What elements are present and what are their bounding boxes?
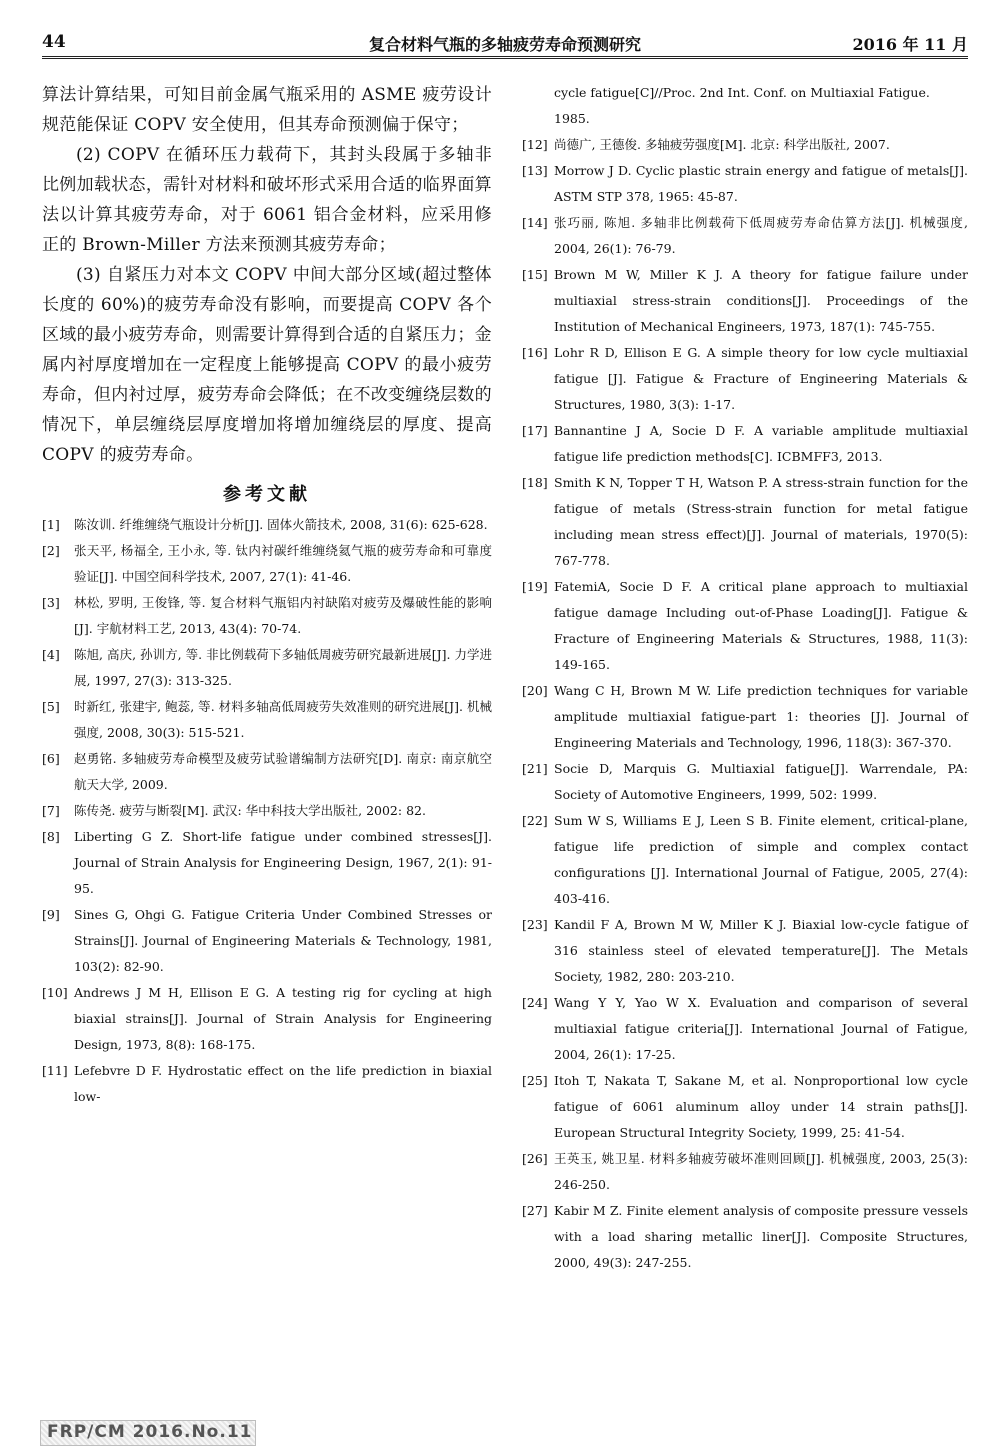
- reference-item: [42, 512, 492, 538]
- running-header: [42, 30, 968, 59]
- reference-number: [11]: [42, 1063, 68, 1078]
- reference-number: [7]: [42, 803, 60, 818]
- reference-text: Kandil F A, Brown M W, Miller K J. Biaxial low-cycle fatigue of 316 stainless steel of elevated temperature[J]. The Metals Society, 1982, 280: 203-210.: [554, 917, 968, 984]
- reference-item: [42, 642, 492, 694]
- reference-item: [522, 756, 968, 808]
- reference-text: 林松, 罗明, 王俊锋, 等. 复合材料气瓶铝内衬缺陷对疲劳及爆破性能的影响[J]. 宇航材料工艺, 2013, 43(4): 70-74.: [74, 595, 492, 636]
- reference-item: [42, 538, 492, 590]
- reference-item: [42, 694, 492, 746]
- reference-number: [1]: [42, 517, 60, 532]
- reference-number: [6]: [42, 751, 60, 766]
- references-list-left: [42, 512, 492, 1110]
- reference-item: [522, 262, 968, 340]
- reference-item: [522, 574, 968, 678]
- page-number: 44: [42, 32, 66, 52]
- reference-text: 张天平, 杨福全, 王小永, 等. 钛内衬碳纤维缠绕氦气瓶的疲劳寿命和可靠度验证[J]. 中国空间科学技术, 2007, 27(1): 41-46.: [74, 543, 492, 584]
- reference-item: [522, 912, 968, 990]
- reference-text: Sum W S, Williams E J, Leen S B. Finite element, critical-plane, fatigue life prediction of simple and complex contact configurations [J]. International Journal of Fatigue, 2005, 27(4): 403-416.: [554, 813, 968, 906]
- reference-number: [15]: [522, 267, 548, 282]
- reference-number: [9]: [42, 907, 60, 922]
- reference-text: 时新红, 张建宇, 鲍蕊, 等. 材料多轴高低周疲劳失效准则的研究进展[J]. 机械强度, 2008, 30(3): 515-521.: [74, 699, 492, 740]
- reference-text: 陈旭, 高庆, 孙训方, 等. 非比例载荷下多轴低周疲劳研究最新进展[J]. 力学进展, 1997, 27(3): 313-325.: [74, 647, 492, 688]
- reference-number: [12]: [522, 137, 548, 152]
- reference-text: Itoh T, Nakata T, Sakane M, et al. Nonproportional low cycle fatigue of 6061 aluminum alloy under 14 strain paths[J]. European Structural Integrity Society, 1999, 25: 41-54.: [554, 1073, 968, 1140]
- reference-number: [3]: [42, 595, 60, 610]
- reference-number: [18]: [522, 475, 548, 490]
- reference-item: [42, 798, 492, 824]
- reference-text: Wang C H, Brown M W. Life prediction techniques for variable amplitude multiaxial fatigue-part 1: theories [J]. Journal of Engineering Materials and Technology, 1996, 118(3): 367-370.: [554, 683, 968, 750]
- reference-item: [42, 824, 492, 902]
- reference-continuation: cycle fatigue[C]//Proc. 2nd Int. Conf. on Multiaxial Fatigue. 1985.: [554, 85, 930, 126]
- reference-item: [42, 746, 492, 798]
- references-list-right: [522, 132, 968, 1276]
- reference-number: [13]: [522, 163, 548, 178]
- reference-text: Kabir M Z. Finite element analysis of composite pressure vessels with a load sharing metallic liner[J]. Composite Structures, 2000, 49(3): 247-255.: [554, 1203, 968, 1270]
- reference-number: [21]: [522, 761, 548, 776]
- reference-item: [42, 980, 492, 1058]
- issue-date: 2016 年 11 月: [852, 35, 968, 54]
- reference-text: Socie D, Marquis G. Multiaxial fatigue[J]. Warrendale, PA: Society of Automotive Engineers, 1999, 502: 1999.: [554, 761, 968, 802]
- reference-number: [22]: [522, 813, 548, 828]
- conclusion-paragraph-2: (2) COPV 在循环压力载荷下，其封头段属于多轴非比例加载状态，需针对材料和破坏形式采用合适的临界面算法以计算其疲劳寿命，对于 6061 铝合金材料，应采用修正的 Brown-Miller 方法来预测其疲劳寿命；: [42, 145, 492, 255]
- reference-item: [42, 590, 492, 642]
- journal-footer-text: FRP/CM 2016.No.11: [47, 1422, 253, 1442]
- references-heading: 参考文献: [223, 484, 311, 505]
- reference-text: 赵勇铭. 多轴疲劳寿命模型及疲劳试验谱编制方法研究[D]. 南京: 南京航空航天大学, 2009.: [74, 751, 492, 792]
- reference-number: [24]: [522, 995, 548, 1010]
- reference-text: 陈汝训. 纤维缠绕气瓶设计分析[J]. 固体火箭技术, 2008, 31(6): 625-628.: [74, 517, 488, 532]
- reference-number: [10]: [42, 985, 68, 1000]
- reference-text: 陈传尧. 疲劳与断裂[M]. 武汉: 华中科技大学出版社, 2002: 82.: [74, 803, 426, 818]
- right-column: [522, 80, 968, 1276]
- reference-number: [19]: [522, 579, 548, 594]
- reference-item: [522, 1068, 968, 1146]
- reference-text: 张巧丽, 陈旭. 多轴非比例载荷下低周疲劳寿命估算方法[J]. 机械强度, 2004, 26(1): 76-79.: [554, 215, 968, 256]
- reference-text: Andrews J M H, Ellison E G. A testing rig for cycling at high biaxial strains[J]. Journal of Strain Analysis for Engineering Design, 1973, 8(8): 168-175.: [74, 985, 492, 1052]
- reference-text: Lohr R D, Ellison E G. A simple theory for low cycle multiaxial fatigue [J]. Fatigue & Fracture of Engineering Materials & Structures, 1980, 3(3): 1-17.: [554, 345, 968, 412]
- reference-text: Bannantine J A, Socie D F. A variable amplitude multiaxial fatigue life prediction methods[C]. ICBMFF3, 2013.: [554, 423, 968, 464]
- reference-number: [17]: [522, 423, 548, 438]
- reference-number: [20]: [522, 683, 548, 698]
- reference-item: [42, 902, 492, 980]
- reference-item: [522, 210, 968, 262]
- conclusion-paragraph-3: (3) 自紧压力对本文 COPV 中间大部分区域(超过整体长度的 60%)的疲劳寿命没有影响，而要提高 COPV 各个区域的最小疲劳寿命，则需要计算得到合适的自紧压力；金属内衬厚度增加在一定程度上能够提高 COPV 的最小疲劳寿命，但内衬过厚，疲劳寿命会降低；在不改变缠绕层数的情况下，单层缠绕层厚度增加将增加缠绕层的厚度、提高 COPV 的疲劳寿命。: [42, 265, 492, 465]
- reference-number: [4]: [42, 647, 60, 662]
- reference-item: [522, 1146, 968, 1198]
- reference-item: [522, 470, 968, 574]
- reference-number: [14]: [522, 215, 548, 230]
- reference-text: Sines G, Ohgi G. Fatigue Criteria Under Combined Stresses or Strains[J]. Journal of Engineering Materials & Technology, 1981, 103(2): 82-90.: [74, 907, 492, 974]
- running-title: 复合材料气瓶的多轴疲劳寿命预测研究: [368, 35, 641, 54]
- reference-text: Morrow J D. Cyclic plastic strain energy and fatigue of metals[J]. ASTM STP 378, 1965: 45-87.: [554, 163, 968, 204]
- reference-text: Brown M W, Miller K J. A theory for fatigue failure under multiaxial stress-strain conditions[J]. Proceedings of the Institution of Mechanical Engineers, 1973, 187(1): 745-755.: [554, 267, 968, 334]
- reference-number: [27]: [522, 1203, 548, 1218]
- reference-item: [522, 808, 968, 912]
- reference-text: Smith K N, Topper T H, Watson P. A stress-strain function for the fatigue of metals (Stress-strain function for metal fatigue including mean stress effect)[J]. Journal of materials, 1970(5): 767-778.: [554, 475, 968, 568]
- reference-item: [522, 678, 968, 756]
- reference-text: Lefebvre D F. Hydrostatic effect on the life prediction in biaxial low-: [74, 1063, 492, 1104]
- reference-number: [23]: [522, 917, 548, 932]
- reference-item: [42, 1058, 492, 1110]
- reference-text: 王英玉, 姚卫星. 材料多轴疲劳破坏准则回顾[J]. 机械强度, 2003, 25(3): 246-250.: [554, 1151, 968, 1192]
- reference-number: [5]: [42, 699, 60, 714]
- conclusion-paragraph-1: 算法计算结果，可知目前金属气瓶采用的 ASME 疲劳设计规范能保证 COPV 安全使用，但其寿命预测偏于保守；: [42, 85, 492, 135]
- reference-text: FatemiA, Socie D F. A critical plane approach to multiaxial fatigue damage Including out-of-Phase Loading[J]. Fatigue & Fracture of Engineering Materials & Structures, 1988, 11(3): 149-165.: [554, 579, 968, 672]
- reference-item: [522, 340, 968, 418]
- reference-item: [522, 418, 968, 470]
- reference-item: [522, 990, 968, 1068]
- reference-text: Wang Y Y, Yao W X. Evaluation and comparison of several multiaxial fatigue criteria[J]. International Journal of Fatigue, 2004, 26(1): 17-25.: [554, 995, 968, 1062]
- reference-item: [522, 132, 968, 158]
- reference-number: [26]: [522, 1151, 548, 1166]
- reference-text: 尚德广, 王德俊. 多轴疲劳强度[M]. 北京: 科学出版社, 2007.: [554, 137, 890, 152]
- reference-number: [16]: [522, 345, 548, 360]
- reference-item: [522, 158, 968, 210]
- reference-item: [522, 1198, 968, 1276]
- reference-number: [2]: [42, 543, 60, 558]
- journal-footer-mark: [40, 1420, 256, 1446]
- reference-number: [8]: [42, 829, 60, 844]
- reference-number: [25]: [522, 1073, 548, 1088]
- reference-text: Liberting G Z. Short-life fatigue under combined stresses[J]. Journal of Strain Analysis for Engineering Design, 1967, 2(1): 91-95.: [74, 829, 492, 896]
- left-column: [42, 80, 492, 1110]
